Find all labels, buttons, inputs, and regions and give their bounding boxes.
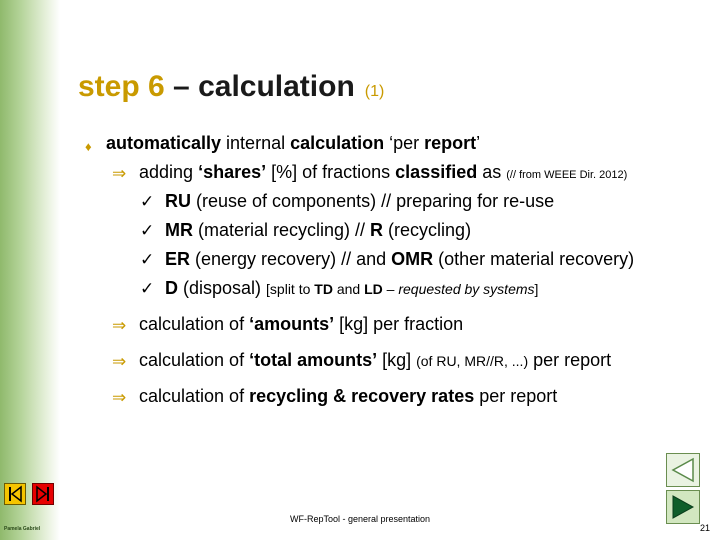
first-slide-icon	[5, 484, 25, 504]
bullet-main: automatically internal calculation ‘per report’	[106, 133, 481, 153]
diamond-bullet-icon: ♦	[85, 139, 92, 154]
title-number: (1)	[364, 83, 385, 100]
arrow-icon: ⇒	[112, 164, 127, 183]
footer-text: WF-RepTool - general presentation	[289, 514, 431, 524]
check-item-er: ER (energy recovery) // and OMR (other material recovery)	[165, 249, 635, 269]
author-label: Pamela Gabriel	[4, 526, 41, 532]
check-item-d: D (disposal) [split to TD and LD – requested by systems]	[165, 278, 539, 298]
sub-item-amounts: calculation of ‘amounts’ [kg] per fraction	[139, 314, 464, 334]
triangle-left-icon	[667, 454, 699, 486]
page-number: 21	[699, 523, 710, 533]
check-item-mr: MR (material recycling) // R (recycling)	[165, 220, 472, 240]
sub-item-rates: calculation of recycling & recovery rates per report	[139, 386, 558, 406]
sub-item-total-amounts: calculation of ‘total amounts’ [kg] (of RU, MR//R, ...) per report	[139, 350, 612, 370]
previous-slide-button[interactable]	[666, 453, 700, 487]
title-main: – calculation	[164, 70, 355, 103]
arrow-icon: ⇒	[112, 352, 127, 371]
title-accent: step 6	[78, 70, 165, 103]
check-icon: ✓	[140, 279, 155, 298]
slide-title	[78, 70, 384, 104]
last-slide-button[interactable]	[32, 483, 54, 505]
arrow-icon: ⇒	[112, 316, 127, 335]
check-icon: ✓	[140, 250, 155, 269]
sidebar-gradient	[0, 0, 60, 540]
sub-item-shares: adding ‘shares’ [%] of fractions classified as (// from WEEE Dir. 2012)	[139, 162, 628, 182]
last-slide-icon	[33, 484, 53, 504]
arrow-icon: ⇒	[112, 388, 127, 407]
check-item-ru: RU (reuse of components) // preparing for re-use	[165, 191, 555, 211]
first-slide-button[interactable]	[4, 483, 26, 505]
check-icon: ✓	[140, 221, 155, 240]
check-icon: ✓	[140, 192, 155, 211]
